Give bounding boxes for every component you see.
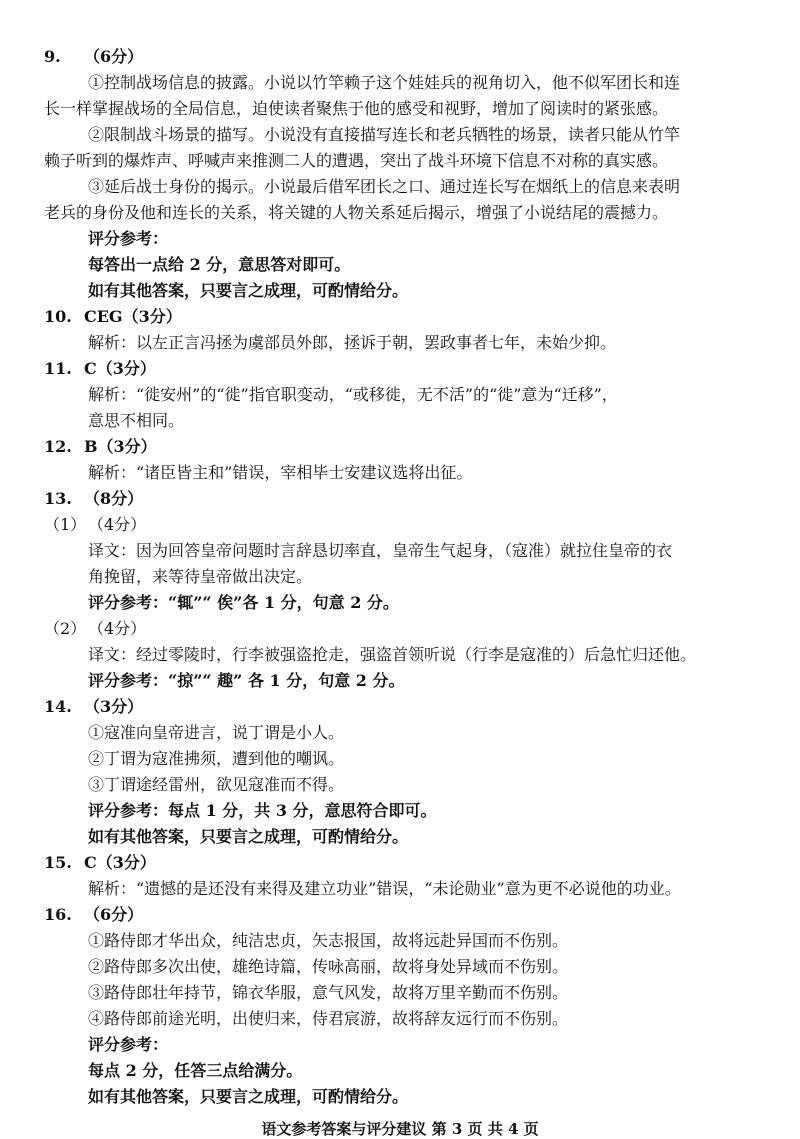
q9-point2-line1: ②限制战斗场景的描写。小说没有直接描写连长和老兵牺牲的场景，读者只能从竹竿 [88, 125, 681, 144]
q10-heading: 10. CEG（3分） [44, 307, 182, 326]
q13-sub2-translation: 译文：经过零陵时，行李被强盗抢走，强盗首领听说（行李是寇准的）后急忙归还他。 [88, 645, 697, 664]
q13-sub1-translation-line1: 译文：因为回答皇帝问题时言辞恳切率直，皇帝生气起身，（寇准）就拉住皇帝的衣 [88, 541, 673, 560]
q13-heading: 13. （8分） [44, 489, 144, 508]
q9-point1-line1: ①控制战场信息的披露。小说以竹竿赖子这个娃娃兵的视角切入，他不似军团长和连 [88, 73, 681, 92]
q9-point1-line2: 长一样掌握战场的全局信息，迫使读者聚焦于他的感受和视野，增加了阅读时的紧张感。 [44, 99, 669, 118]
q11-explanation-line1: 解析：“徙安州”的“徙”指官职变动，“或移徙，无不活”的“徙”意为“迁移”， [88, 385, 618, 404]
q16-scoring-title: 评分参考： [88, 1035, 169, 1054]
q14-point2: ②丁谓为寇准拂须，遭到他的嘲讽。 [88, 749, 345, 768]
q15-explanation: 解析：“遗憾的是还没有来得及建立功业”错误，“未论勋业”意为更不必说他的功业。 [88, 879, 681, 898]
q9-point3-line2: 老兵的身份及他和连长的关系，将关键的人物关系延后揭示，增强了小说结尾的震撼力。 [44, 203, 669, 222]
q13-sub1-translation-line2: 角挽留，来等待皇帝做出决定。 [88, 567, 313, 586]
q16-point1: ①路侍郎才华出众，纯洁忠贞，矢志报国，故将远赴异国而不伤别。 [88, 931, 569, 950]
q16-point4: ④路侍郎前途光明，出使归来，侍君宸游，故将辞友远行而不伤别。 [88, 1009, 569, 1028]
q16-scoring-other: 如有其他答案，只要言之成理，可酌情给分。 [88, 1087, 409, 1106]
q13-sub2-heading: （2） （4分） [44, 619, 147, 638]
q13-sub2-scoring: 评分参考：“掠”“ 趣” 各 1 分，句意 2 分。 [88, 671, 405, 690]
q13-sub1-heading: （1） （4分） [44, 515, 147, 534]
q14-scoring-other: 如有其他答案，只要言之成理，可酌情给分。 [88, 827, 409, 846]
page-footer: 语文参考答案与评分建议 第 3 页 共 4 页 [261, 1120, 539, 1138]
q11-heading: 11. C（3分） [44, 359, 156, 378]
q16-heading: 16. （6分） [44, 905, 144, 924]
q16-point3: ③路侍郎壮年持节，锦衣华服，意气风发，故将万里辛勤而不伤别。 [88, 983, 569, 1002]
q15-heading: 15. C（3分） [44, 853, 156, 872]
q14-heading: 14. （3分） [44, 697, 144, 716]
q12-explanation: 解析：“诸臣皆主和”错误，宰相毕士安建议选将出征。 [88, 463, 473, 482]
q14-point3: ③丁谓途经雷州，欲见寇准而不得。 [88, 775, 345, 794]
q9-point3-line1: ③延后战士身份的揭示。小说最后借军团长之口、通过连长写在烟纸上的信息来表明 [88, 177, 681, 196]
q9-heading: 9. （6分） [44, 47, 144, 66]
q14-scoring: 评分参考：每点 1 分，共 3 分，意思符合即可。 [88, 801, 437, 820]
q16-point2: ②路侍郎多次出使，雄绝诗篇，传咏高丽，故将身处异域而不伤别。 [88, 957, 569, 976]
q10-explanation: 解析：以左正言冯拯为虞部员外郎，拯诉于朝，罢政事者七年，未始少抑。 [88, 333, 617, 352]
q16-scoring-rule: 每点 2 分，任答三点给满分。 [88, 1061, 303, 1080]
q13-sub1-scoring: 评分参考：“辄”“ 俟”各 1 分，句意 2 分。 [88, 593, 399, 612]
q9-scoring-rule: 每答出一点给 2 分，意思答对即可。 [88, 255, 351, 274]
q14-point1: ①寇准向皇帝进言，说丁谓是小人。 [88, 723, 345, 742]
q9-scoring-title: 评分参考： [88, 229, 169, 248]
q11-explanation-line2: 意思不相同。 [88, 411, 185, 430]
q12-heading: 12. B（3分） [44, 437, 157, 456]
q9-point2-line2: 赖子听到的爆炸声、呼喊声来推测二人的遭遇，突出了战斗环境下信息不对称的真实感。 [44, 151, 669, 170]
q9-scoring-other: 如有其他答案，只要言之成理，可酌情给分。 [88, 281, 409, 300]
